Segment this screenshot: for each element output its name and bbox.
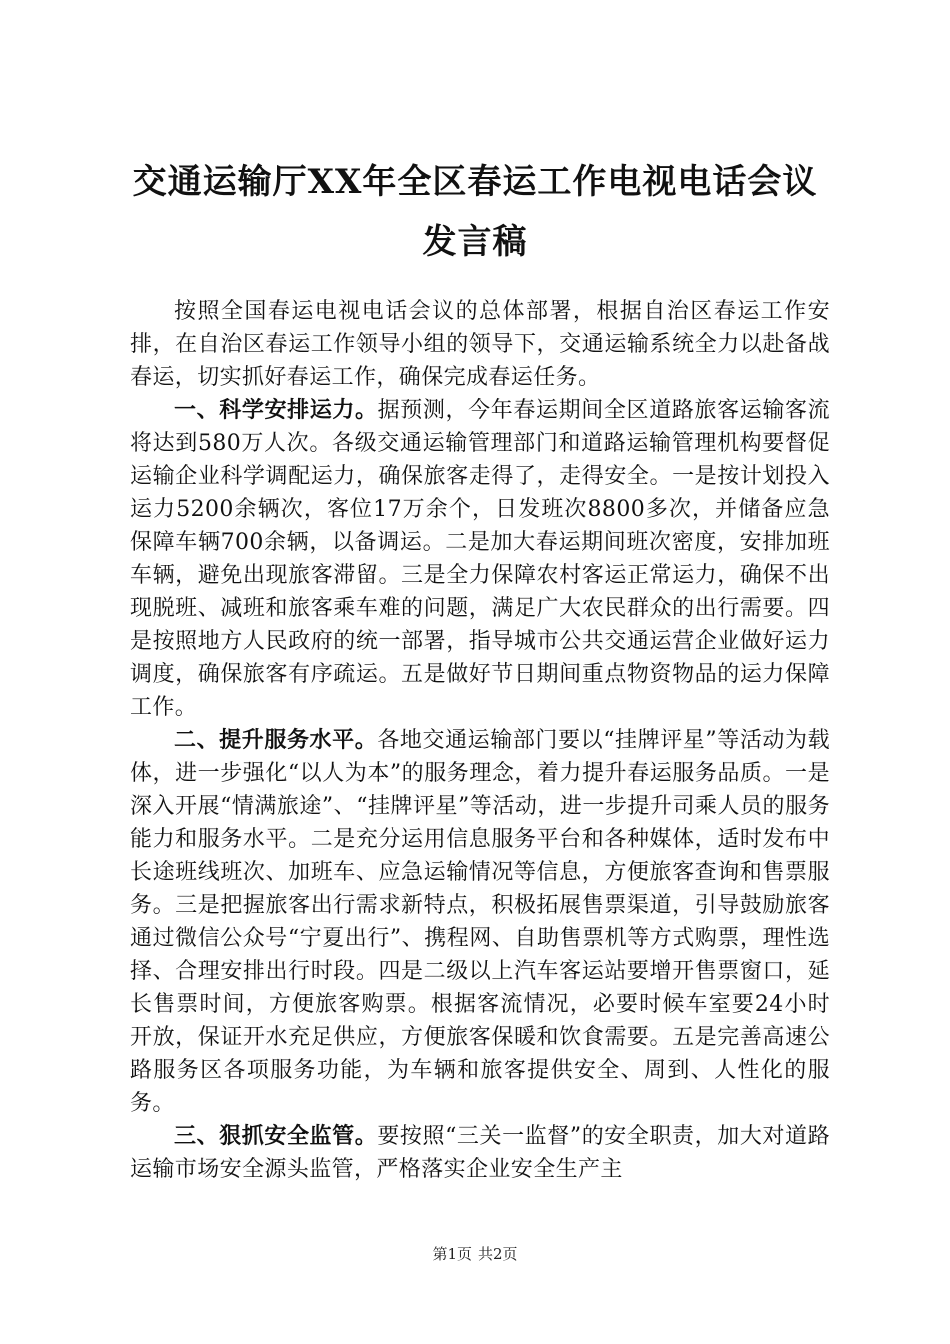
document-body	[130, 295, 830, 1186]
section-heading: 一、科学安排运力。	[174, 397, 378, 423]
page-footer	[0, 1244, 950, 1264]
document-title-line2: 发言稿	[422, 222, 528, 262]
section-heading: 二、提升服务水平。	[174, 727, 378, 753]
paragraph-text: 各地交通运输部门要以“挂牌评星”等活动为载体，进一步强化“以人为本”的服务理念，着力提升春运服务品质。一是深入开展“情满旅途”、“挂牌评星”等活动，进一步提升司乘人员的服务能力和服务水平。二是充分运用信息服务平台和各种媒体，适时发布中长途班线班次、加班车、应急运输情况等信息，方便旅客查询和售票服务。三是把握旅客出行需求新特点，积极拓展售票渠道，引导鼓励旅客通过微信公众号“宁夏出行”、携程网、自助售票机等方式购票，理性选择、合理安排出行时段。四是二级以上汽车客运站要增开售票窗口，延长售票时间，方便旅客购票。根据客流情况，必要时候车室要24小时开放，保证开水充足供应，方便旅客保暖和饮食需要。五是完善高速公路服务区各项服务功能，为车辆和旅客提供安全、周到、人性化的服务。	[130, 728, 830, 1116]
paragraph-section-2	[130, 724, 830, 1120]
paragraph-text: 要按照“三关一监督”的安全职责，加大对道路运输市场安全源头监管，严格落实企业安全生产主	[130, 1124, 830, 1182]
paragraph-section-1	[130, 394, 830, 724]
section-heading: 三、狠抓安全监管。	[174, 1123, 378, 1149]
paragraph-text: 按照全国春运电视电话会议的总体部署，根据自治区春运工作安排，在自治区春运工作领导小组的领导下，交通运输系统全力以赴备战春运，切实抓好春运工作，确保完成春运任务。	[130, 299, 830, 390]
page-number-total: 共2页	[478, 1245, 518, 1263]
paragraph-text: 据预测，今年春运期间全区道路旅客运输客流将达到580万人次。各级交通运输管理部门和道路运输管理机构要督促运输企业科学调配运力，确保旅客走得了，走得安全。一是按计划投入运力5200余辆次，客位17万余个，日发班次8800多次，并储备应急保障车辆700余辆，以备调运。二是加大春运期间班次密度，安排加班车辆，避免出现旅客滞留。三是全力保障农村客运正常运力，确保不出现脱班、减班和旅客乘车难的问题，满足广大农民群众的出行需要。四是按照地方人民政府的统一部署，指导城市公共交通运营企业做好运力调度，确保旅客有序疏运。五是做好节日期间重点物资物品的运力保障工作。	[130, 398, 830, 720]
paragraph-intro	[130, 295, 830, 394]
document-title-line1: 交通运输厅XX年全区春运工作电视电话会议	[132, 162, 818, 202]
page-number-current: 第1页	[432, 1245, 472, 1263]
paragraph-section-3	[130, 1120, 830, 1186]
